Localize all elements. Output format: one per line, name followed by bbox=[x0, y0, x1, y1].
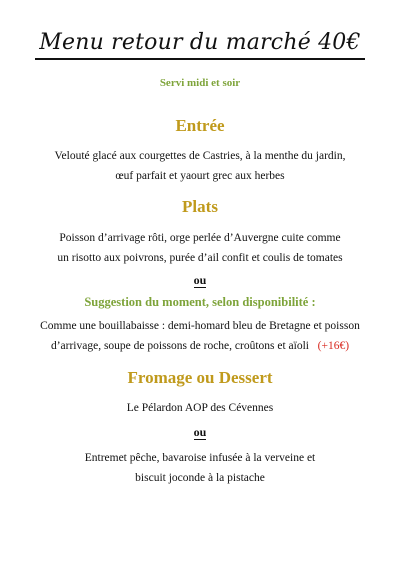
dessert-or-label: ou bbox=[193, 425, 207, 439]
menu-title-wrap bbox=[0, 30, 400, 60]
plats-line-1: Poisson d’arrivage rôti, orge perlée d’Auvergne cuite comme bbox=[59, 232, 341, 244]
suggestion-line-2: d’arrivage, soupe de poissons de roche, croûtons et aïoli bbox=[50, 340, 309, 352]
plats-description bbox=[0, 228, 400, 268]
dessert-line-2: biscuit joconde à la pistache bbox=[135, 472, 265, 484]
served-note: Servi midi et soir bbox=[159, 77, 241, 89]
plats-heading: Plats bbox=[182, 197, 218, 216]
dessert-heading: Fromage ou Dessert bbox=[127, 368, 273, 387]
cheese-item: Le Pélardon AOP des Cévennes bbox=[126, 402, 274, 414]
menu-title: Menu retour du marché 40€ bbox=[35, 30, 364, 60]
plats-or-separator bbox=[0, 272, 400, 288]
plats-line-2: un risotto aux poivrons, purée d’ail confit et coulis de tomates bbox=[57, 252, 343, 264]
entree-line-1: Velouté glacé aux courgettes de Castries, à la menthe du jardin, bbox=[54, 150, 346, 162]
suggestion-line-2-wrap bbox=[0, 336, 400, 356]
entree-line-2: œuf parfait et yaourt grec aux herbes bbox=[115, 170, 285, 182]
entree-description bbox=[0, 146, 400, 186]
suggestion-description bbox=[0, 316, 400, 356]
dessert-description bbox=[0, 448, 400, 488]
suggestion-heading: Suggestion du moment, selon disponibilité : bbox=[84, 295, 316, 309]
suggestion-line-1: Comme une bouillabaisse : demi-homard bleu de Bretagne et poisson bbox=[40, 320, 360, 332]
dessert-or-separator bbox=[0, 424, 400, 440]
plats-or-label: ou bbox=[193, 273, 207, 287]
entree-heading: Entrée bbox=[175, 116, 225, 135]
suggestion-supplement: (+16€) bbox=[317, 340, 350, 352]
dessert-line-1: Entremet pêche, bavaroise infusée à la verveine et bbox=[84, 452, 316, 464]
